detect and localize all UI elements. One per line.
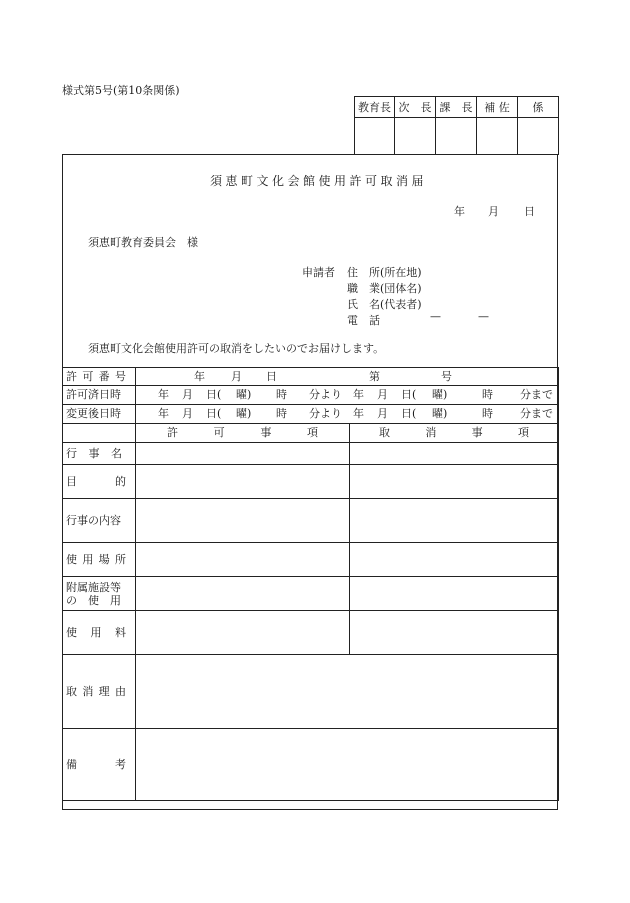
event-name-cancel-field[interactable] xyxy=(350,443,559,465)
fee-cancel-field[interactable] xyxy=(350,611,559,655)
column-head-permit-items: 許 可 事 項 xyxy=(136,424,350,443)
changed-datetime-field[interactable]: 年 月 日( 曜) 時 分より 年 月 日( 曜) 時 分まで xyxy=(136,405,559,424)
event-name-label: 行 事 名 xyxy=(63,443,136,465)
addressee: 須恵町教育委員会 様 xyxy=(88,236,198,249)
phone-dash-2: — xyxy=(478,310,489,323)
purpose-label: 目 的 xyxy=(63,465,136,499)
table-row xyxy=(63,577,559,611)
applicant-role: 申請者 xyxy=(302,266,335,279)
date-month-label: 月 xyxy=(488,205,499,218)
table-row xyxy=(63,443,559,465)
stamp-box-staff[interactable] xyxy=(518,118,559,155)
column-head-blank xyxy=(63,424,136,443)
applicant-phone-label: 電 話 xyxy=(347,314,380,327)
changed-datetime-label: 変更後日時 xyxy=(63,405,136,424)
applicant-name-label: 氏 名(代表者) xyxy=(347,298,422,311)
permitted-datetime-field[interactable]: 年 月 日( 曜) 時 分より 年 月 日( 曜) 時 分まで xyxy=(136,386,559,405)
stamp-header-assistant: 補 佐 xyxy=(477,97,518,118)
event-content-permit-field[interactable] xyxy=(136,499,350,543)
table-row xyxy=(63,499,559,543)
stamp-header-staff: 係 xyxy=(518,97,559,118)
remarks-field[interactable] xyxy=(136,729,559,801)
cancel-reason-label: 取 消 理 由 xyxy=(63,655,136,729)
facilities-label: 附属施設等 の 使 用 xyxy=(63,577,136,611)
table-row xyxy=(63,655,559,729)
table-row xyxy=(63,611,559,655)
permit-date-year: 年 xyxy=(194,370,205,383)
stamp-header-deputy: 次 長 xyxy=(395,97,436,118)
permit-number-prefix: 第 xyxy=(369,370,380,383)
event-content-label: 行事の内容 xyxy=(63,499,136,543)
date-year-label: 年 xyxy=(454,205,465,218)
details-table xyxy=(62,367,559,801)
facilities-permit-field[interactable] xyxy=(136,577,350,611)
table-row xyxy=(63,368,559,386)
cancel-reason-field[interactable] xyxy=(136,655,559,729)
stamp-header-superintendent: 教育長 xyxy=(355,97,395,118)
stamp-box-section-chief[interactable] xyxy=(436,118,477,155)
permitted-datetime-label: 許可済日時 xyxy=(63,386,136,405)
table-row xyxy=(63,386,559,405)
fee-permit-field[interactable] xyxy=(136,611,350,655)
table-row xyxy=(63,543,559,577)
permit-date-day: 日 xyxy=(266,370,277,383)
approval-stamp-table xyxy=(354,96,559,155)
date-day-label: 日 xyxy=(524,205,535,218)
venue-permit-field[interactable] xyxy=(136,543,350,577)
stamp-header-section-chief: 課 長 xyxy=(436,97,477,118)
phone-dash-1: — xyxy=(430,310,441,323)
table-row xyxy=(63,729,559,801)
event-content-cancel-field[interactable] xyxy=(350,499,559,543)
table-row xyxy=(63,465,559,499)
stamp-box-assistant[interactable] xyxy=(477,118,518,155)
purpose-cancel-field[interactable] xyxy=(350,465,559,499)
permit-number-suffix: 号 xyxy=(441,370,452,383)
column-head-cancel-items: 取 消 事 項 xyxy=(350,424,559,443)
form-number: 様式第5号(第10条関係) xyxy=(62,84,180,97)
statement-text: 須恵町文化会館使用許可の取消をしたいのでお届けします。 xyxy=(88,342,385,355)
form-title: 須恵町文化会館使用許可取消届 xyxy=(210,174,428,188)
permit-number-label: 許 可 番 号 xyxy=(63,368,136,386)
table-row xyxy=(63,405,559,424)
facilities-cancel-field[interactable] xyxy=(350,577,559,611)
stamp-box-deputy[interactable] xyxy=(395,118,436,155)
applicant-address-label: 住 所(所在地) xyxy=(347,266,422,279)
event-name-permit-field[interactable] xyxy=(136,443,350,465)
stamp-box-superintendent[interactable] xyxy=(355,118,395,155)
remarks-label: 備 考 xyxy=(63,729,136,801)
purpose-permit-field[interactable] xyxy=(136,465,350,499)
fee-label: 使 用 料 xyxy=(63,611,136,655)
venue-label: 使 用 場 所 xyxy=(63,543,136,577)
venue-cancel-field[interactable] xyxy=(350,543,559,577)
permit-date-month: 月 xyxy=(231,370,242,383)
applicant-occupation-label: 職 業(団体名) xyxy=(347,282,422,295)
table-row xyxy=(63,424,559,443)
permit-number-field[interactable] xyxy=(136,368,559,386)
